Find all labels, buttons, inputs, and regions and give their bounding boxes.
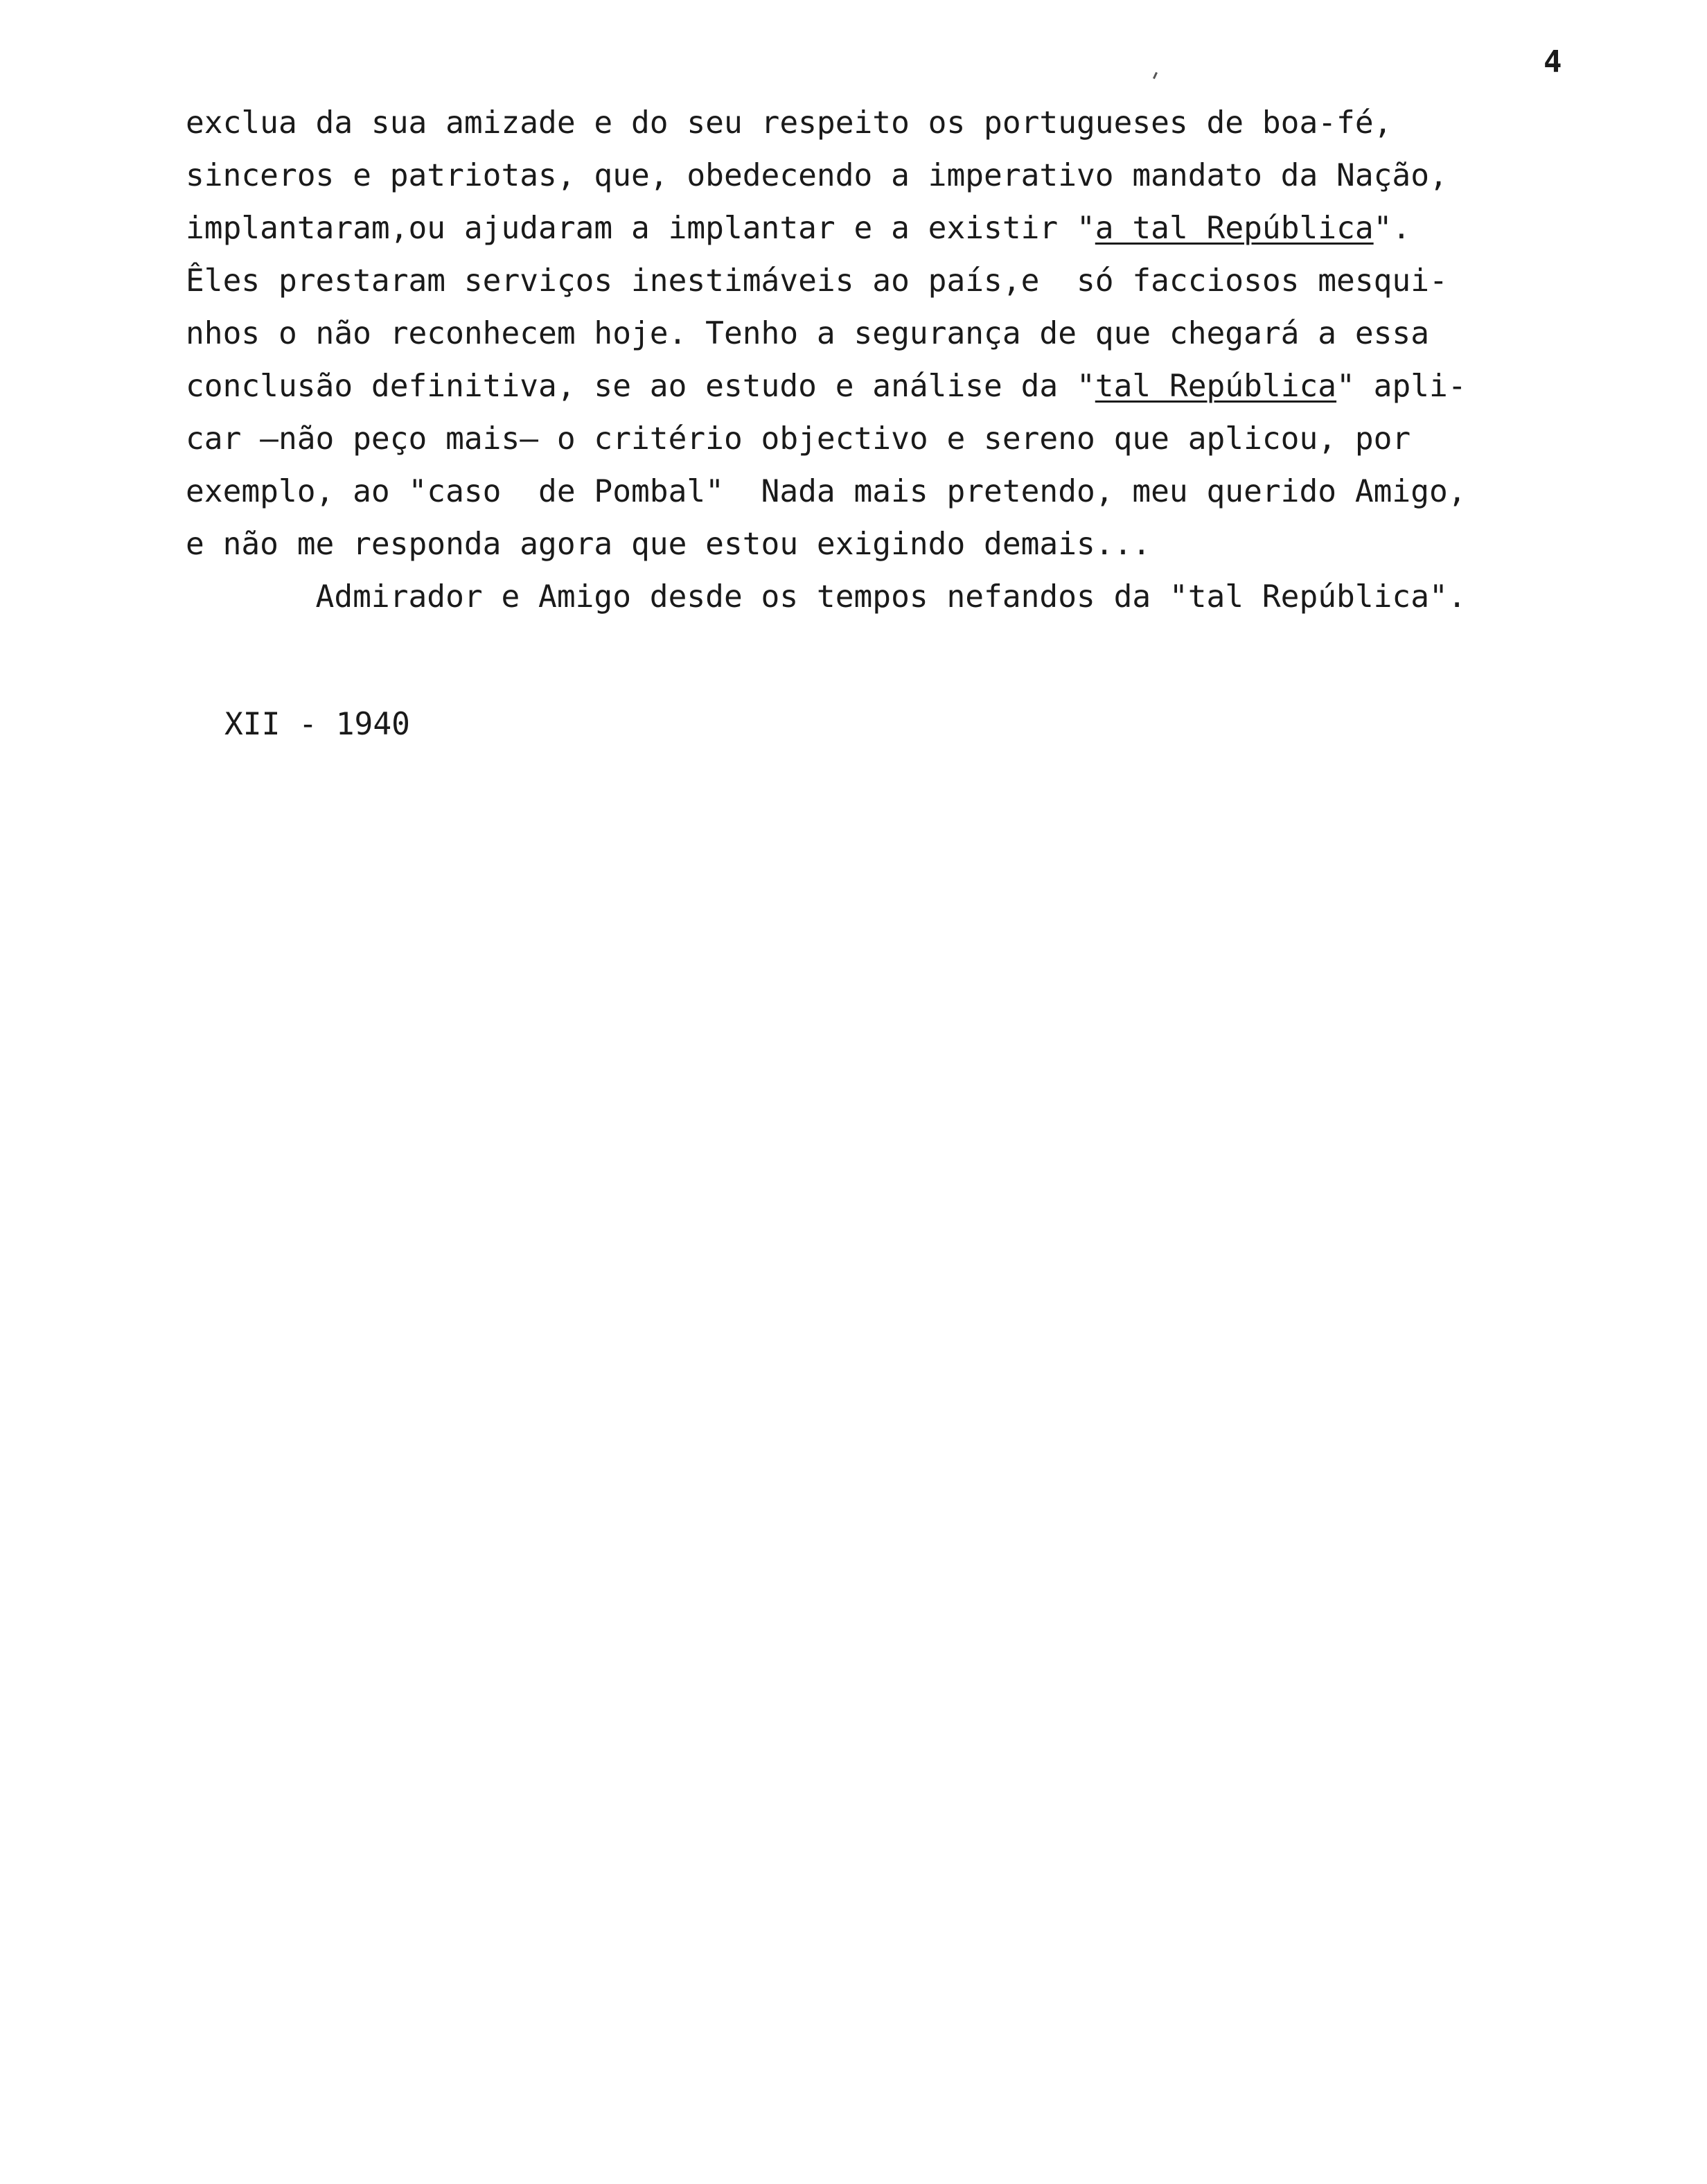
date-line: XII - 1940	[224, 707, 410, 742]
text-segment: exemplo, ao "caso de Pombal" Nada mais pretendo, meu querido Amigo,	[186, 474, 1467, 509]
text-segment: Êles prestaram serviços inestimáveis ao país,e só facciosos mesqui-	[186, 263, 1448, 299]
text-line	[186, 157, 1448, 195]
text-segment: " apli-	[1336, 369, 1467, 404]
text-line	[186, 420, 1410, 459]
text-segment: nhos o não reconhecem hoje. Tenho a segurança de que chegará a essa	[186, 316, 1430, 351]
underlined-phrase: tal República	[1095, 369, 1337, 404]
text-segment: sinceros e patriotas, que, obedecendo a imperativo mandato da Nação,	[186, 158, 1448, 193]
page-number: 4	[1544, 44, 1562, 80]
text-segment: car —não peço mais— o critério objectivo e sereno que aplicou, por	[186, 421, 1411, 457]
text-line	[186, 262, 1448, 301]
text-line	[186, 525, 1151, 564]
text-segment: e não me responda agora que estou exigindo demais...	[186, 527, 1151, 562]
text-segment: implantaram,ou ajudaram a implantar e a existir "	[186, 211, 1095, 246]
text-line	[186, 473, 1467, 511]
text-segment: exclua da sua amizade e do seu respeito os portugueses de boa-fé,	[186, 105, 1392, 141]
closing-line: Admirador e Amigo desde os tempos nefandos da "tal República".	[186, 579, 1467, 615]
text-segment: ".	[1373, 211, 1411, 246]
text-line	[186, 104, 1392, 143]
text-line	[186, 209, 1410, 248]
stray-mark	[1153, 72, 1158, 79]
text-line	[186, 367, 1467, 406]
text-line	[186, 315, 1429, 353]
underlined-phrase: a tal República	[1095, 211, 1374, 246]
text-segment: conclusão definitiva, se ao estudo e análise da "	[186, 369, 1095, 404]
